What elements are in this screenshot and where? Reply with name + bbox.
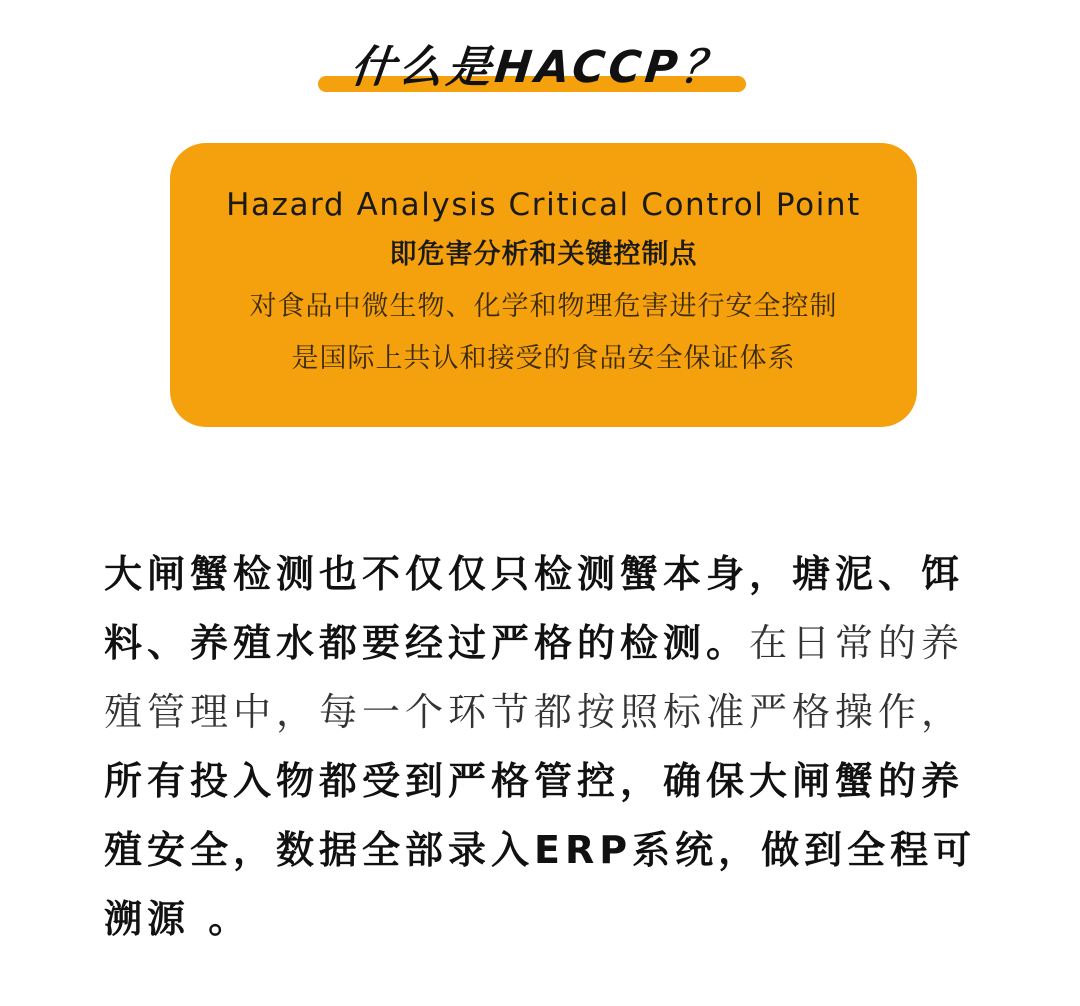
haccp-definition-card	[170, 143, 917, 427]
paragraph-bold-part-1: 大闸蟹检测也不仅仅只检测蟹本身，塘泥、饵料、养殖水都要经过严格的检测。	[104, 552, 965, 665]
paragraph-bold-part-2: 所有投入物都受到严格管控，确保大闸蟹的养殖安全，数据全部录入ERP系统，做到全程可溯源 。	[104, 759, 977, 941]
card-english-name: Hazard Analysis Critical Control Point	[226, 187, 861, 223]
card-description-line-1: 对食品中微生物、化学和物理危害进行安全控制	[249, 291, 838, 322]
body-paragraph	[104, 540, 988, 954]
card-chinese-name: 即危害分析和关键控制点	[389, 239, 698, 270]
heading-title: 什么是HACCP？	[348, 42, 732, 93]
section-heading	[0, 38, 1080, 108]
card-description-line-2: 是国际上共认和接受的食品安全保证体系	[291, 343, 796, 374]
paragraph-normal-part: 在日常的养殖管理中，每一个环节都按照标准严格操作，	[104, 621, 965, 734]
